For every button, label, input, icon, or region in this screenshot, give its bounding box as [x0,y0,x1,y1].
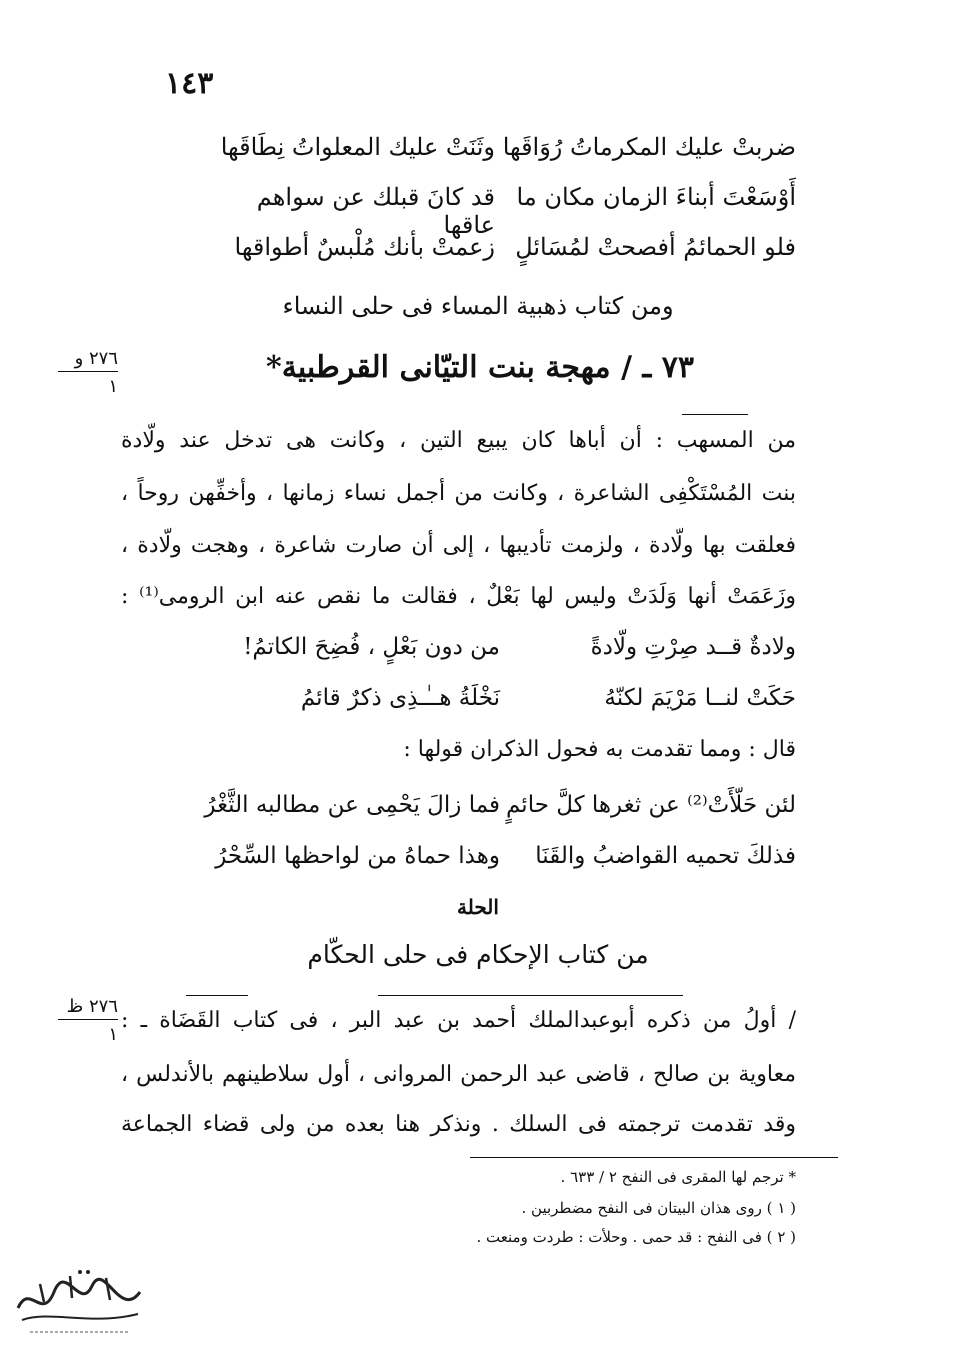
prose-line: وزَعَمَتْ أنها وَلَدَتْ وليس لها بَعْلٌ ، فقالت ما نقص عنه ابن الرومى⁽¹⁾ : [121,584,796,609]
poem-hemistich: ولادةٌ قــد صِرْتِ ولّادةً [590,634,796,660]
poem-hemistich: أَوْسَعْتَ أبناءَ الزمان مكان ما [516,183,796,211]
margin-ref-divider [58,1019,118,1020]
section-label: الحلة [457,895,499,919]
poem-hemistich: فلو الحمائمُ أفصحتْ لمُسَائلٍ [515,233,796,261]
title-overline [186,995,248,996]
prose-line: فعلقت بها ولّادة ، ولزمت تأديبها ، إلى أن صارت شاعرة ، وهجت ولّادة ، [121,533,796,558]
footnote: ( ١ ) روى هذان البيتان فى النفح مضطربين . [521,1199,796,1217]
poem-hemistich: من دون بَعْلٍ ، فُضِحَ الكاتمُ! [243,634,500,660]
keyword-overline [682,414,748,415]
page-number: ١٤٣ [165,66,214,101]
poem-hemistich: لئن حَلّأَتْ⁽²⁾ عن ثغرها كلَّ حائمٍ [505,792,796,818]
poem-hemistich: زعمتْ بأنك مُلْبسٌ أطواقها [234,233,495,261]
margin-reference [58,348,118,397]
poem-hemistich: ضربتْ عليك المكرماتُ رُوَاقَها [502,133,796,161]
poem-hemistich: وهذا حماهُ من لواحظها السِّحْرُ [215,843,500,869]
prose-line: بنت المُسْتَكْفِى الشاعرة ، وكانت من أجمل نساء زمانها ، وأخفِّهن روحاً ، [121,481,796,506]
narration-line: قال : ومما تقدمت به فحول الذكران قولها : [403,737,796,762]
entry-heading: ٧٣ ـ / مهجة بنت التيّانى القرطبية* [266,350,694,385]
prose-line: / أولُ من ذكره أبوعبدالملك أحمد بن عبد البر ، فى كتاب القَضَاة ـ : [121,1008,796,1033]
margin-ref-folio: ٢٧٦ ظ [66,996,118,1017]
poem-hemistich: حَكَتْ لنــا مَرْيَمَ لكنّهُ [604,685,796,711]
footnote: ( ٢ ) فى النفح : قد حمى . وحلأت : طردت ومنعت . [476,1228,796,1246]
library-stamp-logo [10,1262,150,1342]
prose-line: معاوية بن صالح ، قاضى عبد الرحمن المروانى ، أول سلاطينهم بالأندلس ، [121,1062,796,1087]
book-subtitle: ومن كتاب ذهبية المساء فى حلى النساء [282,292,674,320]
margin-ref-line: ١ [108,1024,118,1045]
margin-ref-divider [58,371,118,372]
poem-hemistich: فما زالَ يَحْمِى عن مطالبه الثَّغْرُ [204,792,500,818]
poem-hemistich: نَخْلَةُ هــٰـذِى ذكرٌ قائمُ [300,685,500,711]
poem-hemistich: وثَنَتْ عليك المعلواتُ نِطَاقَها [220,133,495,161]
prose-line: وقد تقدمت ترجمته فى السلك . ونذكر هنا بعده من ولى قضاء الجماعة [121,1112,796,1137]
footnote: * ترجم لها المقرى فى النفح ٢ / ٦٣٣ . [560,1168,796,1186]
section-title: من كتاب الإحكام فى حلى الحكّام [307,940,649,969]
margin-ref-line: ١ [108,376,118,397]
margin-reference [58,996,118,1045]
prose-line: من المسهب : أن أباها كان يبيع التين ، وكانت هى تدخل عند ولّادة [121,428,796,453]
footnote-divider [470,1157,838,1158]
margin-ref-folio: ٢٧٦ و [74,348,118,369]
poem-hemistich: فذلكَ تحميه القواضبُ والقَنَا [535,843,796,869]
name-overline [378,995,683,996]
poem-hemistich: قد كانَ قبلك عن سواهم عاقها [256,183,495,239]
